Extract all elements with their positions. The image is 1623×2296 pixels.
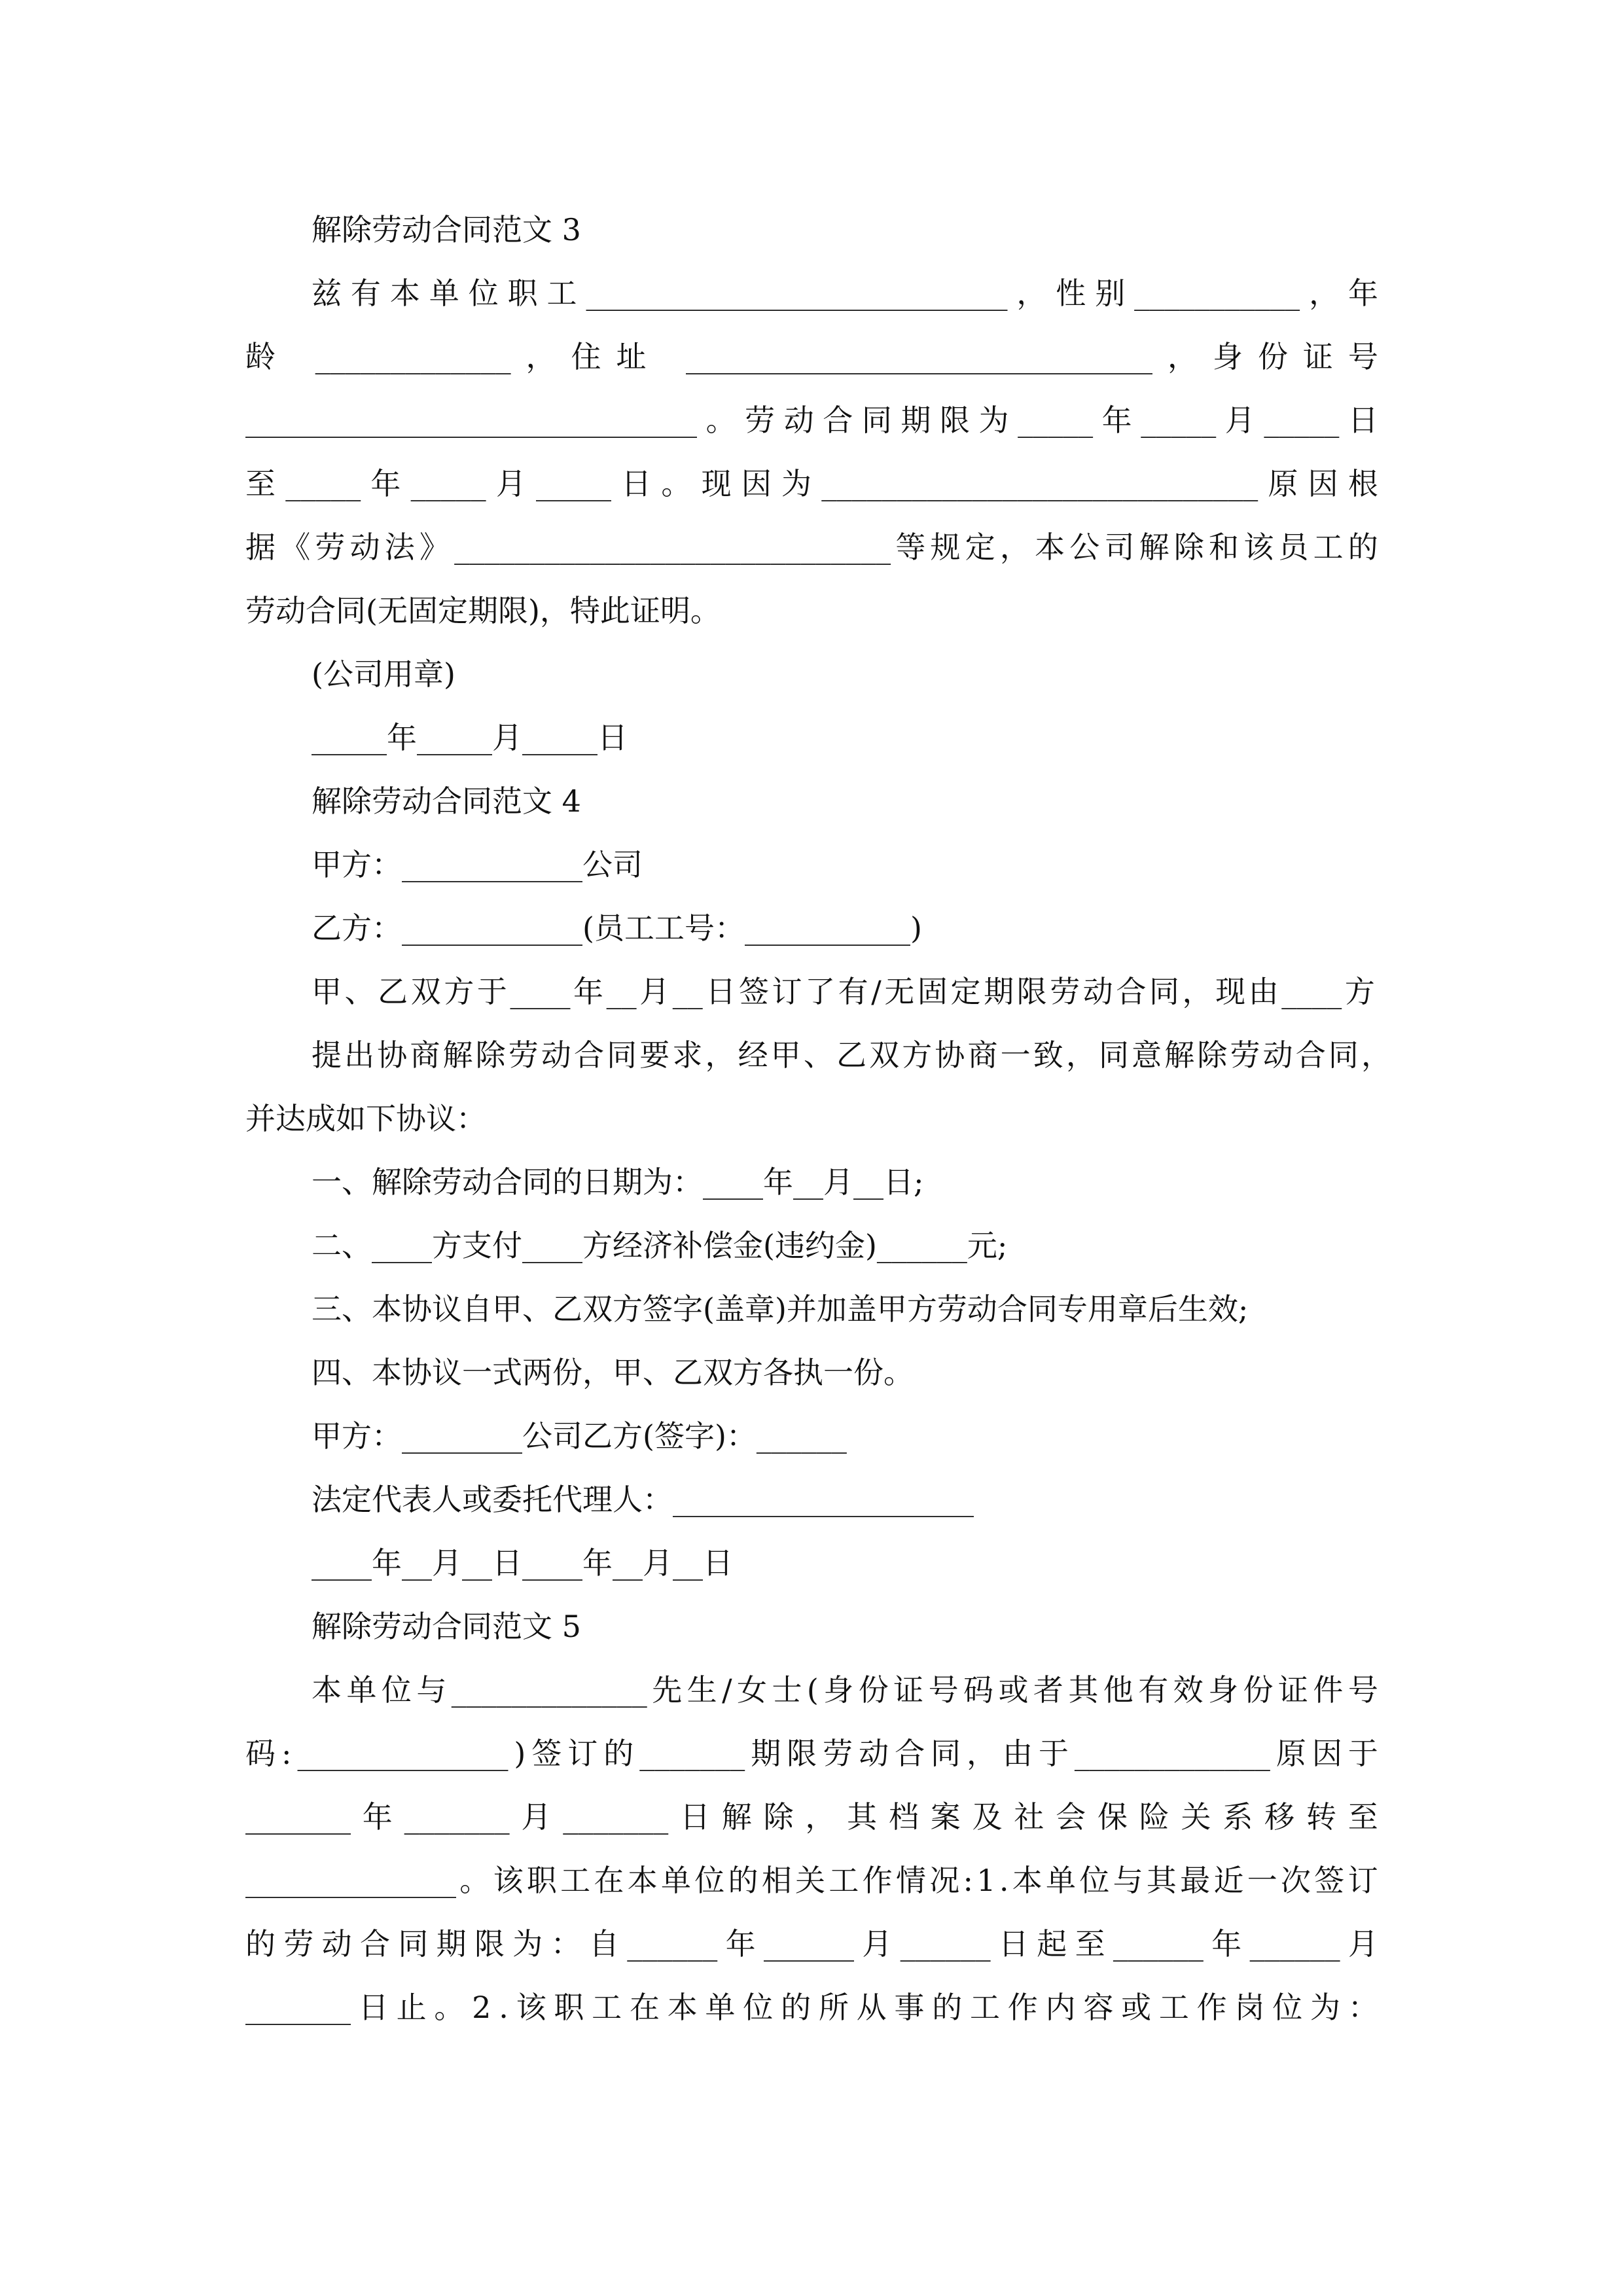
paragraph-line: 码 : ______________ ) 签 订 的 _______ 期 限 劳 动 合 同 ， 由 于 _____________ 原 因 于 [245, 1736, 1378, 1771]
paragraph-line: 至 _____ 年 _____ 月 _____ 日 。 现 因 为 _____________________________ 原 因 根 [245, 466, 1378, 501]
section-title-3: 解除劳动合同范文 3 [312, 212, 581, 247]
company-seal-label: (公司用章) [312, 656, 455, 692]
agreement-item-3: 三、本协议自甲、乙双方签字(盖章)并加盖甲方劳动合同专用章后生效; [312, 1291, 1249, 1327]
paragraph-line: 劳动合同(无固定期限)，特此证明。 [245, 593, 721, 628]
agreement-item-1: 一、解除劳动合同的日期为：____年__月__日; [312, 1164, 924, 1200]
paragraph-line: 本 单 位 与 _____________ 先 生 / 女 士 ( 身 份 证 号 码 或 者 其 他 有 效 身 份 证 件 号 [312, 1672, 1378, 1708]
party-b-line: 乙方：____________(员工工号：___________) [312, 910, 922, 946]
signature-line: 甲方：________公司乙方(签字)：______ [312, 1418, 847, 1454]
agreement-item-4: 四、本协议一式两份，甲、乙双方各执一份。 [312, 1355, 914, 1390]
paragraph-line: ______________________________ 。 劳 动 合 同 期 限 为 _____ 年 _____ 月 _____ 日 [245, 403, 1378, 438]
paragraph-line: 甲 、 乙 双 方 于 ____ 年 __ 月 __ 日 签 订 了 有 / 无 固 定 期 限 劳 动 合 同 ， 现 由 ____ 方 [312, 974, 1375, 1009]
paragraph-line: 龄 _____________ ， 住 址 _______________________________ ， 身 份 证 号 [245, 339, 1378, 374]
paragraph-line: 的 劳 动 合 同 期 限 为 ： 自 ______ 年 ______ 月 ______ 日 起 至 ______ 年 ______ 月 [245, 1926, 1378, 1962]
paragraph-line: 兹 有 本 单 位 职 工 ____________________________ ， 性 别 ___________ ， 年 [312, 276, 1378, 311]
representative-line: 法定代表人或委托代理人：____________________ [312, 1482, 974, 1517]
paragraph-line: 并达成如下协议： [245, 1101, 486, 1136]
date-line: _____年_____月_____日 [312, 720, 628, 755]
paragraph-line: 据 《 劳 动 法 》 _____________________________ 等 规 定 ， 本 公 司 解 除 和 该 员 工 的 [245, 529, 1378, 565]
section-title-5: 解除劳动合同范文 5 [312, 1609, 581, 1644]
paragraph-line: 提 出 协 商 解 除 劳 动 合 同 要 求 ， 经 甲 、 乙 双 方 协 商 一 致 ， 同 意 解 除 劳 动 合 同 ， [312, 1037, 1391, 1073]
agreement-item-2: 二、____方支付____方经济补偿金(违约金)______元; [312, 1228, 1008, 1263]
paragraph-line: ______________ 。 该 职 工 在 本 单 位 的 相 关 工 作 情 况 : 1 . 本 单 位 与 其 最 近 一 次 签 订 [245, 1863, 1378, 1898]
paragraph-line: _______ 日 止 。 2 . 该 职 工 在 本 单 位 的 所 从 事 的 工 作 内 容 或 工 作 岗 位 为 ： [245, 1990, 1378, 2025]
date-line: ____年__月__日____年__月__日 [312, 1545, 733, 1581]
paragraph-line: _______ 年 _______ 月 _______ 日 解 除 ， 其 档 案 及 社 会 保 险 关 系 移 转 至 [245, 1799, 1378, 1835]
party-a-line: 甲方：____________公司 [312, 847, 643, 882]
section-title-4: 解除劳动合同范文 4 [312, 783, 581, 819]
